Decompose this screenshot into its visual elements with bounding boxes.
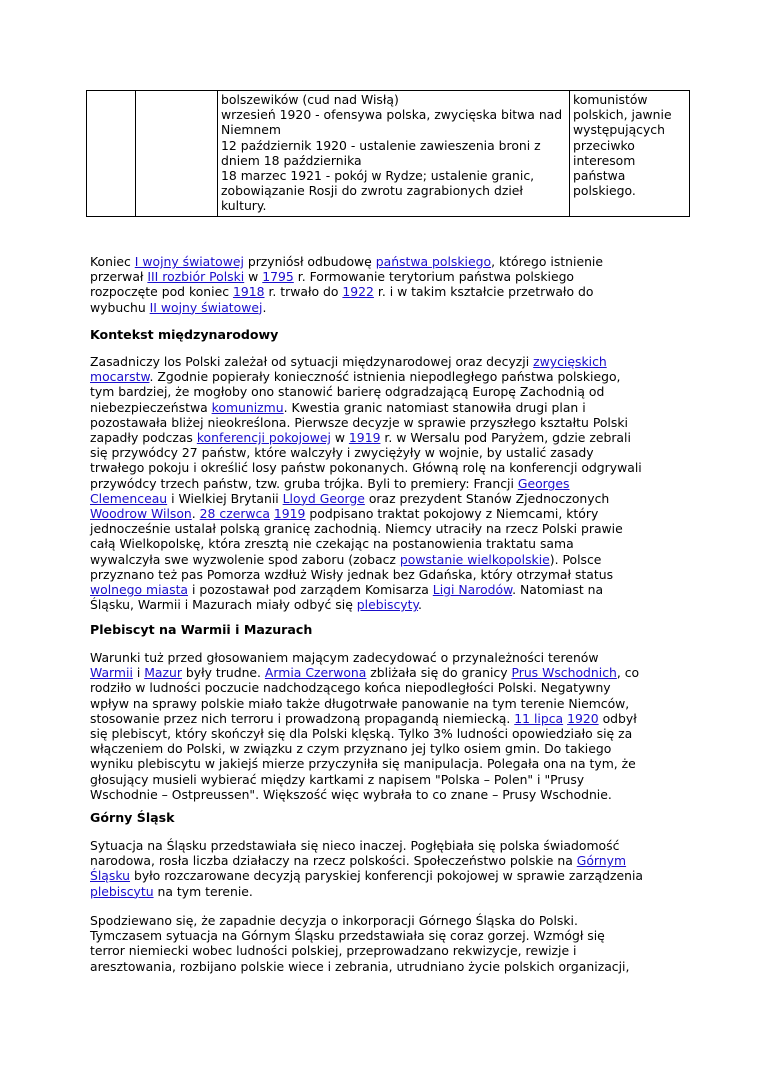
cell-line: polskiego.	[573, 183, 636, 199]
cell-line: zobowiązanie Rosji do zwrotu zagrabionych dzieł	[221, 183, 523, 199]
link-gorny-slask[interactable]: Śląsku	[90, 868, 131, 884]
link-mazury[interactable]: Mazur	[144, 665, 182, 681]
link-liga-narodow[interactable]: Ligi Narodów	[432, 582, 513, 598]
link-panstwo-polskie[interactable]: państwa polskiego	[375, 254, 492, 269]
link-zwycieskich-mocarstw[interactable]: mocarstw	[90, 369, 150, 385]
cell-line: przeciwko	[573, 137, 635, 153]
link-gorny-slask[interactable]: Górnym	[576, 853, 627, 869]
cell-line: występujących	[573, 122, 665, 138]
cell-line: polskich, jawnie	[573, 107, 672, 123]
link-armia-czerwona[interactable]: Armia Czerwona	[264, 665, 367, 681]
cell-line: Niemnem	[221, 122, 281, 138]
link-1920[interactable]: 1920	[567, 710, 599, 726]
link-1922[interactable]: 1922	[342, 284, 374, 300]
link-iii-rozbior[interactable]: III rozbiór Polski	[147, 269, 245, 285]
link-ii-wojna-swiatowa[interactable]: II wojny światowej	[149, 299, 263, 315]
cell-line: interesom	[573, 152, 636, 168]
slask-paragraph-2: Spodziewano się, że zapadnie decyzja o inkorporacji Górnego Śląska do Polski. Tymczasem sytuacja na Górnym Śląsku przedstawiała się coraz gorzej. Wzmógł się terror niemiecki wobec ludności polskiej, przeprowadzano rekwizycje, rewizje i aresztowania, rozbijano polskie wiece i zebrania, utrudniano życie polskich organizacji,	[90, 913, 630, 974]
link-lloyd-george[interactable]: Lloyd George	[282, 490, 365, 506]
table-cell-events	[218, 91, 570, 217]
link-prusy-wschodnie[interactable]: Prus Wschodnich	[511, 665, 617, 681]
link-powstanie-wielkopolskie[interactable]: powstanie wielkopolskie	[399, 551, 550, 567]
heading-gorny-slask: Górny Śląsk	[90, 810, 175, 825]
link-1919[interactable]: 1919	[273, 506, 306, 522]
events-table	[86, 90, 690, 217]
cell-line: 18 marzec 1921 - pokój w Rydze; ustalenie granic,	[221, 168, 535, 184]
heading-kontekst: Kontekst międzynarodowy	[90, 327, 279, 342]
cell-line: wrzesień 1920 - ofensywa polska, zwycięska bitwa nad	[221, 107, 563, 123]
link-1918[interactable]: 1918	[232, 284, 265, 300]
table-cell-2	[136, 91, 218, 217]
link-woodrow-wilson[interactable]: Woodrow Wilson	[90, 506, 192, 522]
link-plebiscyt[interactable]: plebiscytu	[90, 883, 154, 899]
cell-line: komunistów	[573, 92, 648, 107]
link-warmia[interactable]: Warmii	[90, 665, 133, 681]
link-komunizm[interactable]: komunizmu	[211, 399, 284, 415]
link-clemenceau[interactable]: Georges	[517, 475, 570, 491]
table-row	[87, 91, 690, 217]
link-1919[interactable]: 1919	[348, 430, 381, 446]
cell-line: bolszewików (cud nad Wisłą)	[221, 92, 399, 107]
table-cell-notes	[570, 91, 690, 217]
heading-plebiscyt: Plebiscyt na Warmii i Mazurach	[90, 622, 313, 637]
link-zwycieskich-mocarstw[interactable]: zwycięskich	[533, 354, 607, 369]
cell-line: dniem 18 października	[221, 152, 362, 168]
cell-line: 12 październik 1920 - ustalenie zawieszenia broni z	[221, 137, 541, 153]
link-konferencja-pokojowa[interactable]: konferencji pokojowej	[196, 430, 331, 446]
link-1795[interactable]: 1795	[262, 269, 294, 285]
cell-line: kultury.	[221, 198, 267, 214]
link-28-czerwca[interactable]: 28 czerwca	[199, 506, 270, 522]
link-i-wojna-swiatowa[interactable]: I wojny światowej	[134, 254, 244, 269]
link-clemenceau[interactable]: Clemenceau	[90, 490, 168, 506]
intro-paragraph: Koniec I wojny światowej przyniósł odbudowę państwa polskiego, którego istnienie przerwał III rozbiór Polski w 1795 r. Formowanie terytorium państwa polskiego rozpoczęte pod koniec 1918 r. trwało do 1922 r. i w takim kształcie przetrwało do wybuchu II wojny światowej.	[90, 254, 603, 315]
link-11-lipca[interactable]: 11 lipca	[514, 710, 564, 726]
link-plebiscyty[interactable]: plebiscyty	[356, 597, 419, 613]
link-wolne-miasto[interactable]: wolnego miasta	[90, 582, 189, 598]
slask-paragraph-1: Sytuacja na Śląsku przedstawiała się nieco inaczej. Pogłębiała się polska świadomość narodowa, rosła liczba działaczy na rzecz polskości. Społeczeństwo polskie na Górnym Śląsku było rozczarowane decyzją paryskiej konferencji pokojowej w sprawie zarządzenia plebiscytu na tym terenie.	[90, 838, 644, 899]
kontekst-paragraph: Zasadniczy los Polski zależał od sytuacji międzynarodowej oraz decyzji zwycięskich mocarstw. Zgodnie popierały konieczność istnienia niepodległego państwa polskiego, tym bardziej, że mogłoby ono stanowić barierę odgradzającą Europę Zachodnią od niebezpieczeństwa komunizmu. Kwestia granic natomiast stanowiła drugi plan i pozostawała bliżej nieokreślona. Pierwsze decyzje w sprawie przyszłego kształtu Polski zapadły podczas konferencji pokojowej w 1919 r. w Wersalu pod Paryżem, gdzie zebrali się przywódcy 27 państw, które walczyły i zwyciężyły w wojnie, by ustalić zasady trwałego pokoju i określić losy państw pokonanych. Główną rolę na konferencji odgrywali przywódcy trzech państw, tzw. gruba trójka. Byli to premiery: Francji Georges Clemenceau i Wielkiej Brytanii Lloyd George oraz prezydent Stanów Zjednoczonych Woodrow Wilson. 28 czerwca 1919 podpisano traktat pokojowy z Niemcami, który jednocześnie ustalał polską granicę zachodnią. Niemcy utraciły na rzecz Polski prawie całą Wielkopolskę, która zresztą nie czekając na postanowienia traktatu sama wywalczyła swe wyzwolenie spod zaboru (zobacz powstanie wielkopolskie). Polsce przyznano też pas Pomorza wzdłuż Wisły jednak bez Gdańska, który otrzymał status wolnego miasta i pozostawał pod zarządem Komisarza Ligi Narodów. Natomiast na Śląsku, Warmii i Mazurach miały odbyć się plebiscyty.	[90, 354, 642, 613]
plebiscyt-paragraph: Warunki tuż przed głosowaniem mającym zadecydować o przynależności terenów Warmii i Mazur były trudne. Armia Czerwona zbliżała się do granicy Prus Wschodnich, co rodziło w ludności poczucie nadchodzącego końca niepodległości Polski. Negatywny wpływ na sprawy polskie miało także długotrwałe panowanie na tym terenie Niemców, stosowanie przez nich terroru i prowadzoną propagandą niemiecką. 11 lipca 1920 odbył się plebiscyt, który skończył się dla Polski klęską. Tylko 3% ludności opowiedziało się za włączeniem do Polski, w związku z czym przyznano jej tylko osiem gmin. Do takiego wyniku plebiscytu w jakiejś mierze przyczyniła się manipulacja. Polegała ona na tym, że głosujący musieli wybierać między kartkami z napisem "Polska – Polen" i "Prusy Wschodnie – Ostpreussen". Większość więc wybrała to co znane – Prusy Wschodnie.	[90, 650, 640, 802]
table-cell-1	[87, 91, 136, 217]
cell-line: państwa	[573, 168, 626, 184]
